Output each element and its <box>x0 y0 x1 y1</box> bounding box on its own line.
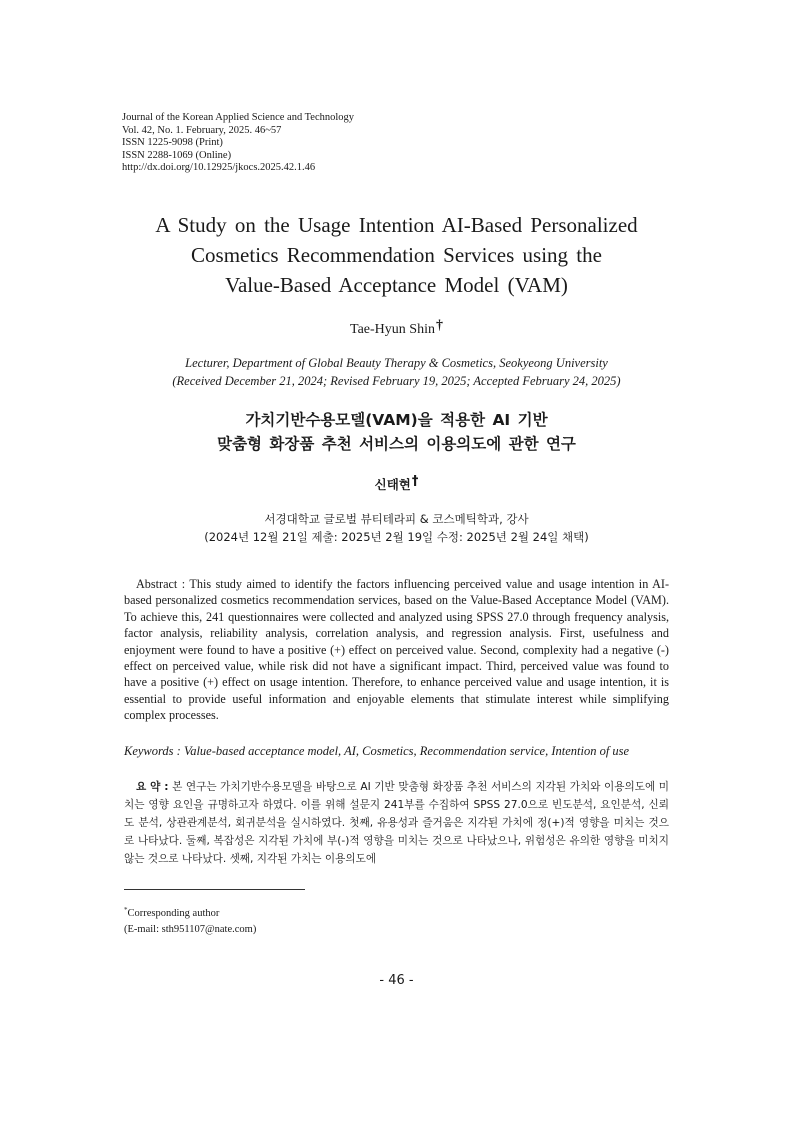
footnote-corresponding: Corresponding author <box>127 908 220 919</box>
korean-affiliation <box>0 510 793 546</box>
korean-title-line-1: 가치기반수용모델(VAM)을 적용한 AI 기반 <box>245 411 548 429</box>
keywords-label: Keywords : <box>124 744 181 758</box>
keywords-text: Value-based acceptance model, AI, Cosmetics, Recommendation service, Intention of use <box>183 744 630 758</box>
paper-title <box>60 210 733 300</box>
korean-title <box>0 408 793 456</box>
author-name: Tae-Hyun Shin <box>350 322 435 337</box>
footnote <box>124 902 256 938</box>
korean-author-name: 신태현 <box>374 477 411 492</box>
abstract-label: Abstract : <box>136 577 186 591</box>
korean-received-dates: (2024년 12월 21일 제출: 2025년 2월 19일 수정: 2025년 2월 24일 채택) <box>204 530 589 544</box>
title-line-2: Cosmetics Recommendation Services using the <box>191 243 602 267</box>
korean-affiliation-line: 서경대학교 글로벌 뷰티테라피 & 코스메틱학과, 강사 <box>264 512 529 526</box>
corresponding-mark: † <box>435 318 443 333</box>
korean-author <box>0 474 793 493</box>
korean-abstract-text: 본 연구는 가치기반수용모델을 바탕으로 AI 기반 맞춤형 화장품 추천 서비스의 지각된 가치와 이용의도에 미치는 영향 요인을 규명하고자 하였다. 이를 위해 설문지 241부를 수집하여 SPSS 27.0으로 빈도분석, 요인분석, 신뢰도 분석, 상관관계분석, 회귀분석을 실시하였다. 첫째, 유용성과 즐거움은 지각된 가치에 정(+)적 영향을 미치는 것으로 나타났다. 둘째, 복잡성은 지각된 가치에 부(-)적 영향을 미치는 것으로 나타났으나, 위험성은 유의한 영향을 미치지 않는 것으로 나타났다. 셋째, 지각된 가치는 이용의도에 <box>124 781 669 865</box>
footnote-mark: * <box>124 906 128 914</box>
journal-volume: Vol. 42, No. 1. February, 2025. 46~57 <box>122 124 282 136</box>
korean-corresponding-mark: † <box>411 474 419 489</box>
received-dates: (Received December 21, 2024; Revised February 19, 2025; Accepted February 24, 2025) <box>172 374 621 388</box>
title-line-3: Value-Based Acceptance Model (VAM) <box>225 273 568 297</box>
title-line-1: A Study on the Usage Intention AI-Based Personalized <box>155 213 638 237</box>
page-number: - 46 - <box>379 973 414 988</box>
affiliation-line: Lecturer, Department of Global Beauty Therapy & Cosmetics, Seokyeong University <box>185 356 608 370</box>
keywords <box>124 744 670 759</box>
journal-name: Journal of the Korean Applied Science and Technology <box>122 112 355 123</box>
footnote-divider <box>124 889 305 890</box>
author <box>0 318 793 338</box>
korean-abstract <box>124 778 669 868</box>
korean-title-line-2: 맞춤형 화장품 추천 서비스의 이용의도에 관한 연구 <box>217 435 576 453</box>
affiliation <box>0 354 793 390</box>
journal-issn-online: ISSN 2288-1069 (Online) <box>122 149 232 161</box>
abstract <box>124 576 669 724</box>
journal-info <box>122 112 354 175</box>
footnote-email: (E-mail: sth951107@nate.com) <box>124 924 257 935</box>
abstract-text: This study aimed to identify the factors influencing perceived value and usage intention in AI-based personalized cosmetics recommendation services, based on the Value-Based Acceptance Model (VAM). To achieve this, 241 questionnaires were collected and analyzed using SPSS 27.0 through frequency analysis, factor analysis, reliability analysis, correlation analysis, and regression analysis. First, usefulness and enjoyment were found to have a positive (+) effect on perceived value. Second, complexity had a negative (-) effect on perceived value, while risk did not have a significant impact. Third, perceived value was found to have a positive (+) effect on usage intention. Therefore, to enhance perceived value and usage intention, it is essential to provide useful information and enjoyable elements that stimulate interest while simplifying complex processes. <box>124 577 670 723</box>
korean-abstract-label: 요 약 : <box>136 781 169 793</box>
journal-doi-link[interactable]: http://dx.doi.org/10.12925/jkocs.2025.42.1.46 <box>122 162 316 174</box>
journal-issn-print: ISSN 1225-9098 (Print) <box>122 137 223 149</box>
